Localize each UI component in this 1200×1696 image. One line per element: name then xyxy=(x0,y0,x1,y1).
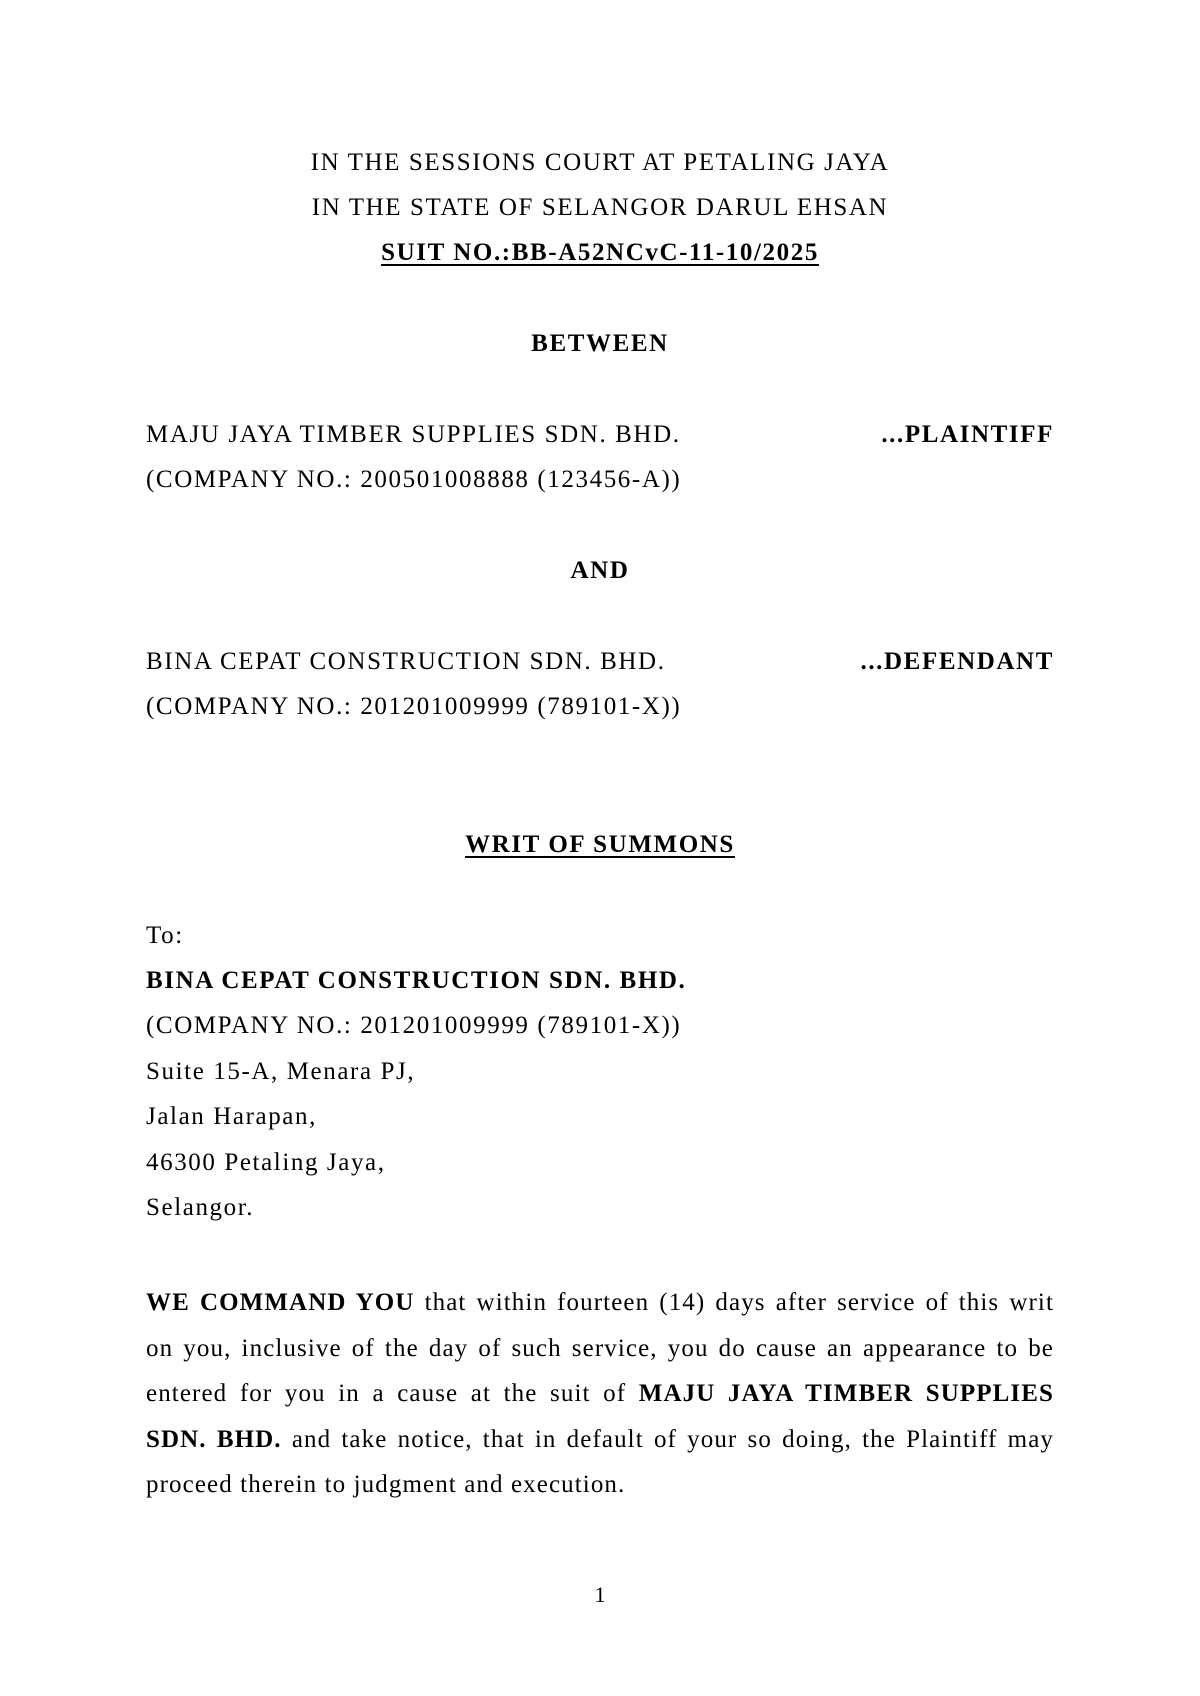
page-number: 1 xyxy=(594,1582,606,1607)
plaintiff-name: MAJU JAYA TIMBER SUPPLIES SDN. BHD. xyxy=(146,421,681,448)
recipient-company-no: (COMPANY NO.: 201201009999 (789101-X)) xyxy=(146,1012,682,1039)
document-title xyxy=(0,830,1200,860)
command-lead: WE COMMAND YOU xyxy=(146,1289,415,1316)
command-text-2: and take notice, that in default of your so doing, the Plaintiff may proceed therein to judgment and execution. xyxy=(146,1425,1054,1498)
court-line: IN THE SESSIONS COURT AT PETALING JAYA xyxy=(310,149,890,176)
recipient-address-line-2: Jalan Harapan, xyxy=(146,1103,317,1130)
state-line: IN THE STATE OF SELANGOR DARUL EHSAN xyxy=(311,194,889,221)
recipient-name: BINA CEPAT CONSTRUCTION SDN. BHD. xyxy=(146,967,687,994)
defendant-name: BINA CEPAT CONSTRUCTION SDN. BHD. xyxy=(146,648,666,675)
defendant-company-no: (COMPANY NO.: 201201009999 (789101-X)) xyxy=(146,693,682,720)
defendant-role: ...DEFENDANT xyxy=(860,648,1054,675)
recipient-address-line-3: 46300 Petaling Jaya, xyxy=(146,1149,386,1176)
between-label: BETWEEN xyxy=(531,330,669,357)
to-label: To: xyxy=(146,922,184,949)
recipient-address-line-1: Suite 15-A, Menara PJ, xyxy=(146,1058,416,1085)
plaintiff-company-no: (COMPANY NO.: 200501008888 (123456-A)) xyxy=(146,466,682,493)
command-paragraph xyxy=(146,1280,1054,1508)
document-title-text: WRIT OF SUMMONS xyxy=(465,831,735,858)
plaintiff-role: ...PLAINTIFF xyxy=(881,421,1054,448)
recipient-address-line-4: Selangor. xyxy=(146,1194,255,1221)
and-label: AND xyxy=(570,557,630,584)
suit-number-text: SUIT NO.:BB-A52NCvC-11-10/2025 xyxy=(381,239,819,266)
command-plaintiff-name: MAJU JAYA TIMBER SUPPLIES SDN. BHD. xyxy=(146,1380,1055,1453)
command-text-1: that within fourteen (14) days after service of this writ on you, inclusive of the day of such service, you do cause an appearance to be entered for you in a cause at the suit of xyxy=(146,1289,1054,1407)
suit-number xyxy=(0,238,1200,268)
